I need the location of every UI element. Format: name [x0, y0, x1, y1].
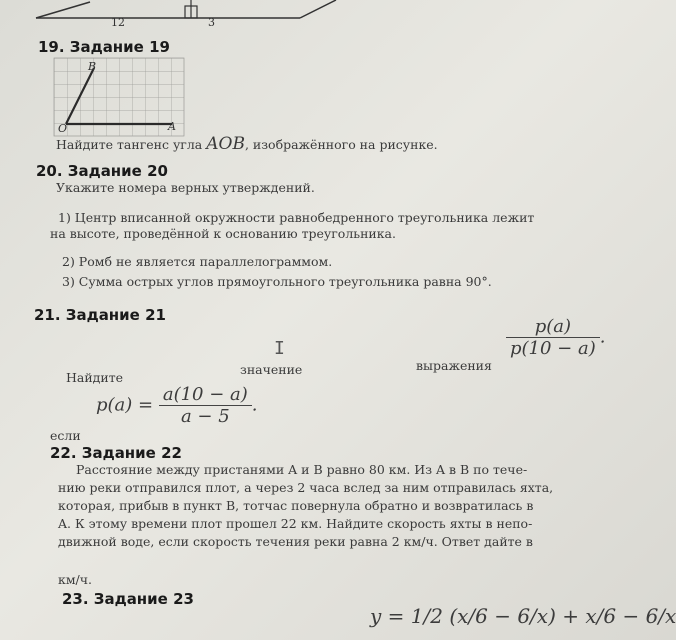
task22-line-1: Расстояние между пристанями A и B равно 80 км. Из A в B по тече-	[76, 462, 528, 477]
task19-text-after: , изображённого на рисунке.	[244, 137, 438, 152]
task19-title: 19. Задание 19	[38, 38, 170, 56]
task20-statement-3: 3) Сумма острых углов прямоугольного треугольника равна 90°.	[62, 274, 492, 289]
task22-title: 22. Задание 22	[50, 444, 182, 462]
angle-aob: AOB	[206, 134, 245, 154]
task21-title: 21. Задание 21	[34, 306, 166, 324]
definition-numerator: a(10 − a)	[162, 384, 248, 405]
expression-dot: .	[599, 326, 606, 348]
expression-numerator: p(a)	[534, 316, 572, 337]
task20-statement-2: 2) Ромб не является параллелограммом.	[62, 254, 333, 269]
text-cursor-icon: I	[274, 338, 285, 359]
task22-line-5: движной воде, если скорость течения реки равна 2 км/ч. Ответ дайте в	[58, 534, 533, 549]
task20-title: 20. Задание 20	[36, 162, 168, 180]
definition-denominator: a − 5	[180, 406, 230, 427]
task20-statement-1a: 1) Центр вписанной окружности равнобедренного треугольника лежит	[58, 210, 535, 225]
point-b-label: B	[88, 60, 97, 73]
figure-label-3: 3	[208, 16, 215, 29]
definition-dot: .	[251, 394, 258, 416]
task22-line-6: км/ч.	[58, 572, 92, 587]
figure-label-12: 12	[111, 16, 125, 29]
task21-value: значение	[240, 362, 303, 377]
task22-line-2: нию реки отправился плот, а через 2 часа вслед за ним отправилась яхта,	[58, 480, 554, 495]
task21-expression-word: выражения	[416, 358, 492, 373]
task21-find: Найдите	[66, 370, 124, 385]
task21-definition	[96, 384, 258, 427]
task21-expression-fraction	[506, 316, 605, 359]
task23-formula: y = 1/2 (x/6 − 6/x) + x/6 − 6/x	[370, 604, 676, 628]
task19-text-before: Найдите тангенс угла	[56, 137, 203, 152]
task18-figure	[0, 0, 640, 30]
task19-question	[56, 134, 438, 154]
point-a-label: A	[168, 120, 176, 133]
task22-line-3: которая, прибыв в пункт B, тотчас повернула обратно и возвратилась в	[58, 498, 534, 513]
definition-lhs: p(a) =	[96, 394, 154, 416]
task20-prompt: Укажите номера верных утверждений.	[56, 180, 315, 195]
point-o-label: O	[58, 122, 68, 135]
task23-title: 23. Задание 23	[62, 590, 194, 608]
task22-line-4: A. К этому времени плот прошел 22 км. Найдите скорость яхты в непо-	[58, 516, 533, 531]
task21-if: если	[50, 428, 81, 443]
task20-statement-1b: на высоте, проведённой к основанию треугольника.	[50, 226, 396, 241]
expression-denominator: p(10 − a)	[510, 338, 596, 359]
